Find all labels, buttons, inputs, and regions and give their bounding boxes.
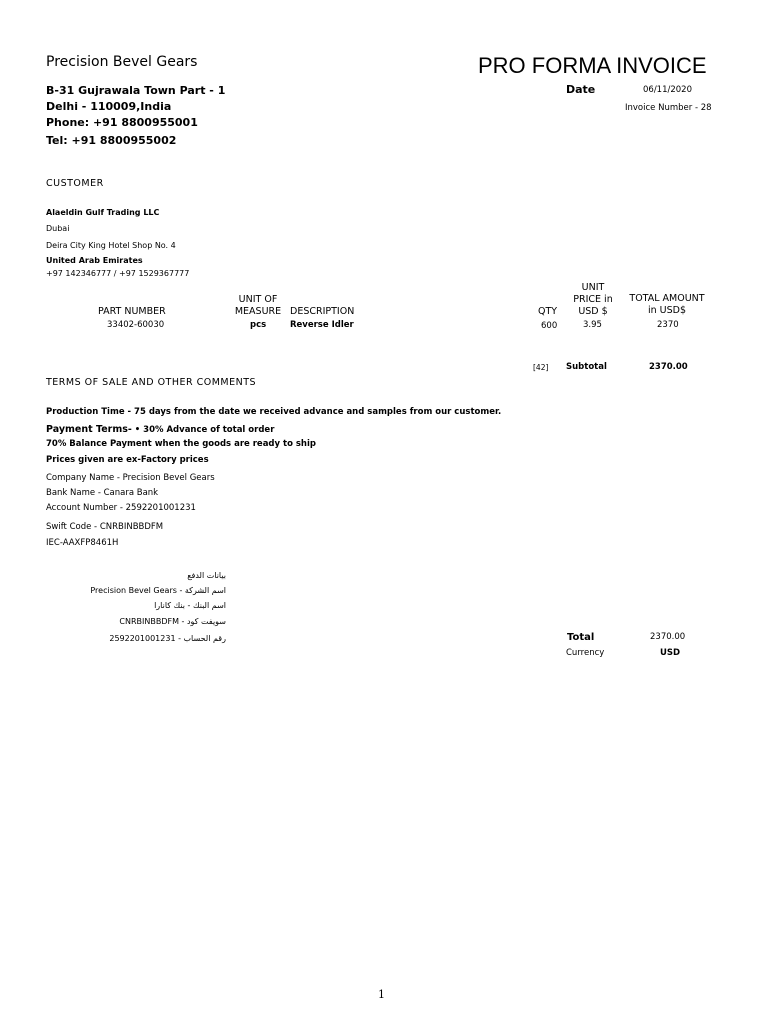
currency-value: USD [660,648,681,658]
row-total: 2370 [657,320,679,330]
customer-name: Alaeldin Gulf Trading LLC [46,208,160,217]
terms-section-label: TERMS OF SALE AND OTHER COMMENTS [46,377,257,388]
header-unit-price [566,282,620,318]
customer-country: United Arab Emirates [46,256,143,265]
arabic-bank: اسم البنك - بنك كانارا [154,601,226,610]
header-uom-line-1: UNIT OF [238,294,278,305]
prices-note: Prices given are ex-Factory prices [46,455,209,465]
total-label: Total [567,632,595,643]
subtotal-label: Subtotal [566,362,607,372]
header-description: DESCRIPTION [290,306,355,317]
invoice-number: Invoice Number - 28 [625,103,712,113]
row-qty: 600 [541,321,558,331]
header-unit-price-line-1: UNIT [581,282,605,293]
header-qty: QTY [538,306,558,317]
customer-phones: +97 142346777 / +97 1529367777 [46,269,190,278]
row-unit-price: 3.95 [583,320,602,330]
page-number: 1 [378,988,385,1001]
payment-terms [46,424,274,435]
date-label: Date [566,83,596,96]
total-value: 2370.00 [650,632,686,642]
bank-company-name: Company Name - Precision Bevel Gears [46,473,215,483]
address-line-1: B-31 Gujrawala Town Part - 1 [46,84,226,97]
customer-section-label: CUSTOMER [46,178,104,189]
subtotal-value: 2370.00 [649,362,688,372]
document-title: PRO FORMA INVOICE [478,53,707,78]
iec-code: IEC-AAXFP8461H [46,538,119,548]
customer-city: Dubai [46,224,70,233]
currency-label: Currency [566,648,605,658]
header-total-amount [622,293,712,317]
header-part-number: PART NUMBER [98,306,166,317]
header-unit-of-measure [226,294,290,318]
swift-code: Swift Code - CNRBINBBDFM [46,522,164,532]
date-value: 06/11/2020 [643,85,692,95]
production-time: Production Time - 75 days from the date we received advance and samples from our customer. [46,407,502,417]
company-name: Precision Bevel Gears [46,54,198,70]
reference-marker: [42] [533,363,549,372]
header-unit-price-line-3: USD $ [578,306,608,317]
header-total-line-2: in USD$ [647,305,687,316]
payment-terms-value: • 30% Advance of total order [131,425,275,435]
balance-payment: 70% Balance Payment when the goods are ready to ship [46,439,316,449]
arabic-swift: سويفت كود - CNRBINBBDFM [119,617,226,626]
header-unit-price-line-2: PRICE in [573,294,613,305]
arabic-account: رقم الحساب - 2592201001231 [109,634,226,643]
row-uom: pcs [250,320,267,330]
header-total-line-1: TOTAL AMOUNT [629,293,705,304]
bank-name: Bank Name - Canara Bank [46,488,159,498]
phone-number: Phone: +91 8800955001 [46,116,198,129]
address-line-2: Delhi - 110009,India [46,100,172,113]
row-part-number: 33402-60030 [107,320,165,330]
customer-address: Deira City King Hotel Shop No. 4 [46,241,176,250]
payment-terms-label: Payment Terms- [46,424,132,435]
arabic-payment-title: بيانات الدفع [187,571,226,580]
header-uom-line-2: MEASURE [234,306,282,317]
tel-number: Tel: +91 8800955002 [46,134,177,147]
account-number: Account Number - 2592201001231 [46,503,196,513]
arabic-company: اسم الشركة - Precision Bevel Gears [90,586,226,595]
row-description: Reverse Idler [290,320,354,330]
